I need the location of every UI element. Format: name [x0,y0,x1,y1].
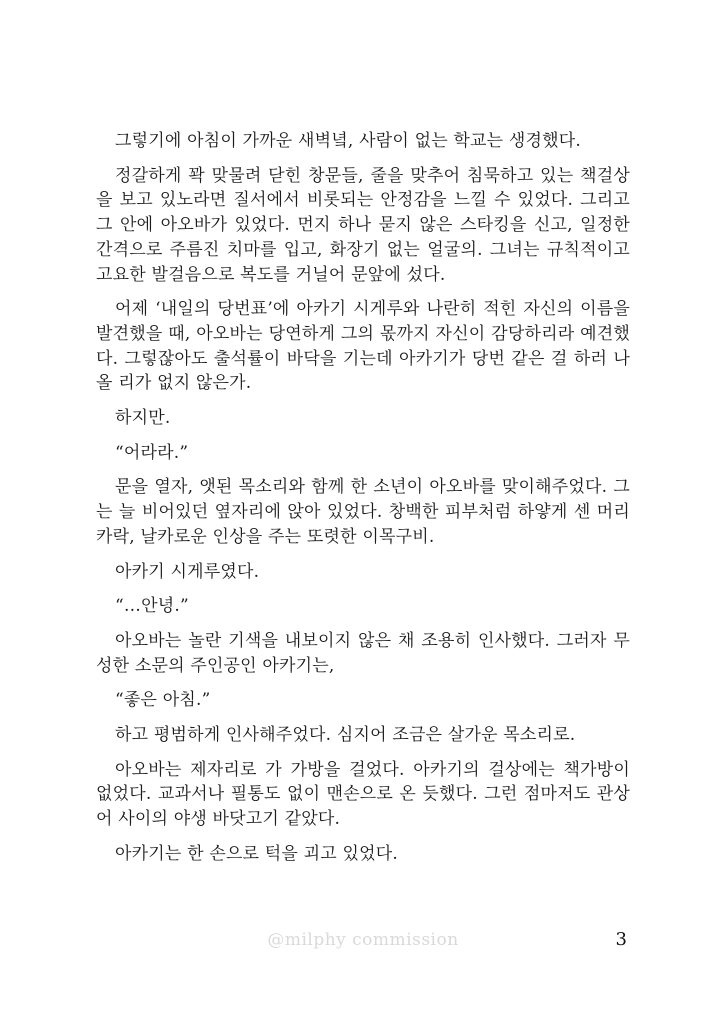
paragraph: 아카기는 한 손으로 턱을 괴고 있었다. [115,843,398,864]
paragraph: 어제 ‘내일의 당번표’에 아카기 시게루와 나란히 적힌 자신의 이름을 발견했을 때, 아오바는 당연하게 그의 몫까지 자신이 감당하리라 예견했다. 그렇잖아도 출석률이 바닥을 기는데 아카기가 당번 같은 걸 하러 나올 리가 없지 않은가. [96,299,630,394]
paragraph: 아카기 시게루였다. [115,561,260,582]
paragraph: 하지만. [115,408,171,429]
paragraph: 아오바는 제자리로 가 가방을 걸었다. 아카기의 걸상에는 책가방이 없었다. 교과서나 필통도 없이 맨손으로 온 듯했다. 그런 점마저도 관상어 사이의 야생 바닷고기 같았다. [96,759,630,830]
paragraph: 하고 평범하게 인사해주었다. 심지어 조금은 살가운 목소리로. [115,725,576,746]
footer-credit: @milphy commission [267,930,459,950]
paragraph: 그렇기에 아침이 가까운 새벽녘, 사람이 없는 학교는 생경했다. [115,131,581,151]
paragraph: 아오바는 놀란 기색을 내보이지 않은 채 조용히 인사했다. 그러자 무성한 소문의 주인공인 아카기는, [96,630,630,676]
paragraph-dialogue: “어라라.” [115,442,189,463]
paragraph: 문을 열자, 앳된 목소리와 함께 한 소년이 아오바를 맞이해주었다. 그는 늘 비어있던 옆자리에 앉아 있었다. 창백한 피부처럼 하얗게 센 머리카락, 날카로운 인상을 주는 또렷한 이목구비. [96,477,630,547]
text-body [96,129,630,877]
paragraph: 정갈하게 꽉 맞물려 닫힌 창문들, 줄을 맞추어 침묵하고 있는 책걸상을 보고 있노라면 질서에서 비롯되는 안정감을 느낄 수 있었다. 그리고 그 안에 아오바가 있었다. 먼지 하나 묻지 않은 스타킹을 신고, 일정한 간격으로 주름진 치마를 입고, 화장기 없는 얼굴의. 그녀는 규칙적이고 고요한 발걸음으로 복도를 거닐어 문앞에 섰다. [96,165,630,285]
paragraph-dialogue: “…안녕.” [115,596,189,617]
page-number: 3 [615,929,627,950]
paragraph-dialogue: “좋은 아침.” [115,690,211,711]
